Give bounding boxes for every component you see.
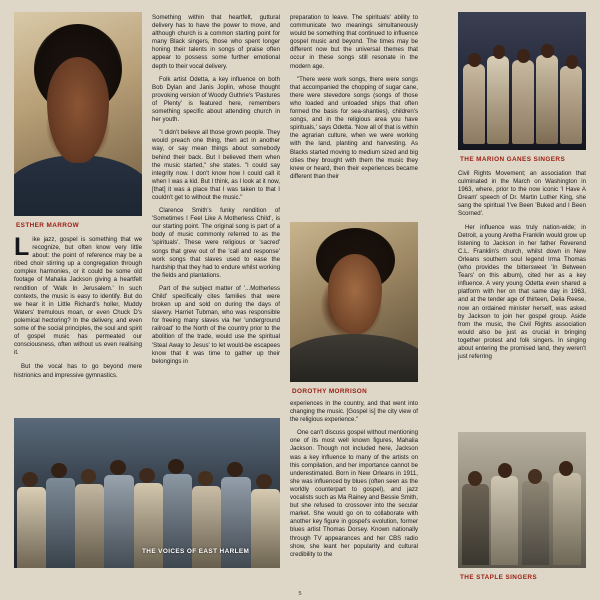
page-number: 5: [298, 591, 302, 597]
caption-staple-singers: THE STAPLE SINGERS: [460, 574, 538, 581]
photo-marion-ganes-singers: [458, 12, 586, 150]
column-right-bottom-text: [290, 400, 418, 559]
paragraph: preparation to leave. The spirituals' ability to communicate two meanings simultaneously would be something that continued to influence gospel music and beyond. The times may be different now but the universal themes that occur in these songs still resonate in the modern age.: [290, 14, 418, 70]
paragraph: Her influence was truly nation-wide; in Detroit, a young Aretha Franklin would grow up listening to Jackson in her father Reverend C.L. Franklin's church, whilst down in New Orleans southern soul legend Irma Thomas (who provides the bittersweet 'In Between Tears' on this album), cited her as a key influence. A very young Odetta even shared a platform with her on that same day in 1963, and at the tender age of thirteen, Delia Reese, now an ordained minister herself, was asked by Jackson to join her gospel group. Aside from the music, the Civil Rights association would also be just as crucial in bringing together protest and folk singers. In singing about entering the promised land, they weren't just referring: [458, 223, 586, 361]
paragraph: One can't discuss gospel without mentioning one of its most well known figures, Mahalia Jackson. Though not included here, Jackson was a key influence to many of the artists on this compilation, and her importance cannot be underestimated. Born in New Orleans in 1911, she was influenced by blues (often seen as the worldly counterpart to gospel), and jazz vocalists such as Ma Rainey and Bessie Smith, but she refused to crossover into the secular market. She would go on to collaborate with another key figure in gospel's evolution, former blues artist Thomas Dorsey. Known nationally through TV appearances and her CBS radio show, she leant her popularity and cultural credibility to the: [290, 429, 418, 558]
paragraph: experiences in the country, and that went into changing the music. [Gospel is] the city view of the religious experience.": [290, 400, 418, 424]
photo-esther-marrow: [14, 12, 142, 216]
paragraph: Like jazz, gospel is something that we recognize, but often know very little about: the point of reference may be a ribed choir stirring up a congregation through complex harmonies, or it could be some old footage of Mahalia Jackson giving a heartfelt rendition of 'Walk In Jerusalem.' In such contexts, the music is easy to identify. But do we hear it in Little Richard's holler, Muddy Waters' tremulous moan, or even Chuck D's polemical hectoring? In the delivery, and even some of the social principles, the soul and spirit of gospel music has permeated our consciousness, often without us even realising it.: [14, 233, 142, 357]
photo-staple-singers: [458, 432, 586, 568]
paragraph: Something within that heartfelt, guttural delivery has to have the power to move, and although church is a common starting point for many Black singers, those who spent longer honing their talents in songs of praise often appear to possess some further emotional depth to their vocal delivery.: [152, 14, 280, 70]
caption-voices-of-east-harlem: THE VOICES OF EAST HARLEM: [142, 548, 250, 555]
drop-cap: L: [14, 233, 30, 261]
paragraph: Clarence Smith's funky rendition of 'Sometimes I Feel Like A Motherless Child', is our starting point. The original song is part of a body of music commonly referred to as the 'spirituals'. These were religious or 'sacred' songs that grew out of the 'call and response' work songs that slaves used to ease the hardship that they had to endure whilst working the fields and plantations.: [152, 207, 280, 279]
caption-marion-ganes-singers: THE MARION GANES SINGERS: [460, 156, 566, 163]
paragraph: "I didn't believe all those grown people. They would preach one thing, then act in another way, or say mean things about somebody behind their back. But I believed them when the music started," she states. "I could say integrity now. I don't know how I could call it when I was a kid. But I think, as I look at it now, [that] it was a place that I was taken to that I couldn't get to without the music.": [152, 129, 280, 201]
paragraph: Civil Rights Movement; an association that culminated in the March on Washington in 1963, where, prior to the now iconic 'I Have A Dream' speech of Dr. Martin Luther King, she sang the spiritual 'I've Been 'Buked and I Been Scorned'.: [458, 170, 586, 218]
paragraph: Folk artist Odetta, a key influence on both Bob Dylan and Janis Joplin, whose thought provoking version of Woody Guthrie's 'Pastures of Plenty' is featured here, remembers something specific about attending church in her youth.: [152, 75, 280, 124]
photo-voices-of-east-harlem: [14, 418, 280, 568]
paragraph: "There were work songs, there were songs that accompanied the chopping of sugar cane, there were stevedore songs (songs of those who loaded and unloaded ships that often formed the basis for sea-shanties), children's songs, and in the religious area you have spirituals,' says Odetta. 'Now all of that is within the agrarian culture, when we were working with the land, planting and harvesting. As Blacks started moving to medium sized and big cities they brought with them the music they knew or heard, then their experiences became different than their: [290, 75, 418, 180]
photo-dorothy-morrison: [290, 222, 418, 382]
paragraph: Part of the subject matter of '...Motherless Child' specifically cites families that were broken up and sold on during the days of slavery. Harriet Tubman, who was responsible for freeing many slaves via her 'underground railroad' to the North of the country prior to the abolition of the trade, would use the spiritual 'Steal Away to Jesus' to let would-be escapees know that it was time to gather up their belongings in: [152, 284, 280, 365]
column-far-right-text: [458, 170, 586, 361]
column-middle-text: [152, 14, 280, 366]
paragraph: But the vocal has to go beyond mere histrionics and impressive gymnastics.: [14, 363, 142, 379]
column-left-text: [14, 233, 142, 380]
caption-esther-marrow: ESTHER MARROW: [16, 222, 80, 229]
column-right-top-text: [290, 14, 418, 181]
caption-dorothy-morrison: DOROTHY MORRISON: [292, 388, 368, 395]
